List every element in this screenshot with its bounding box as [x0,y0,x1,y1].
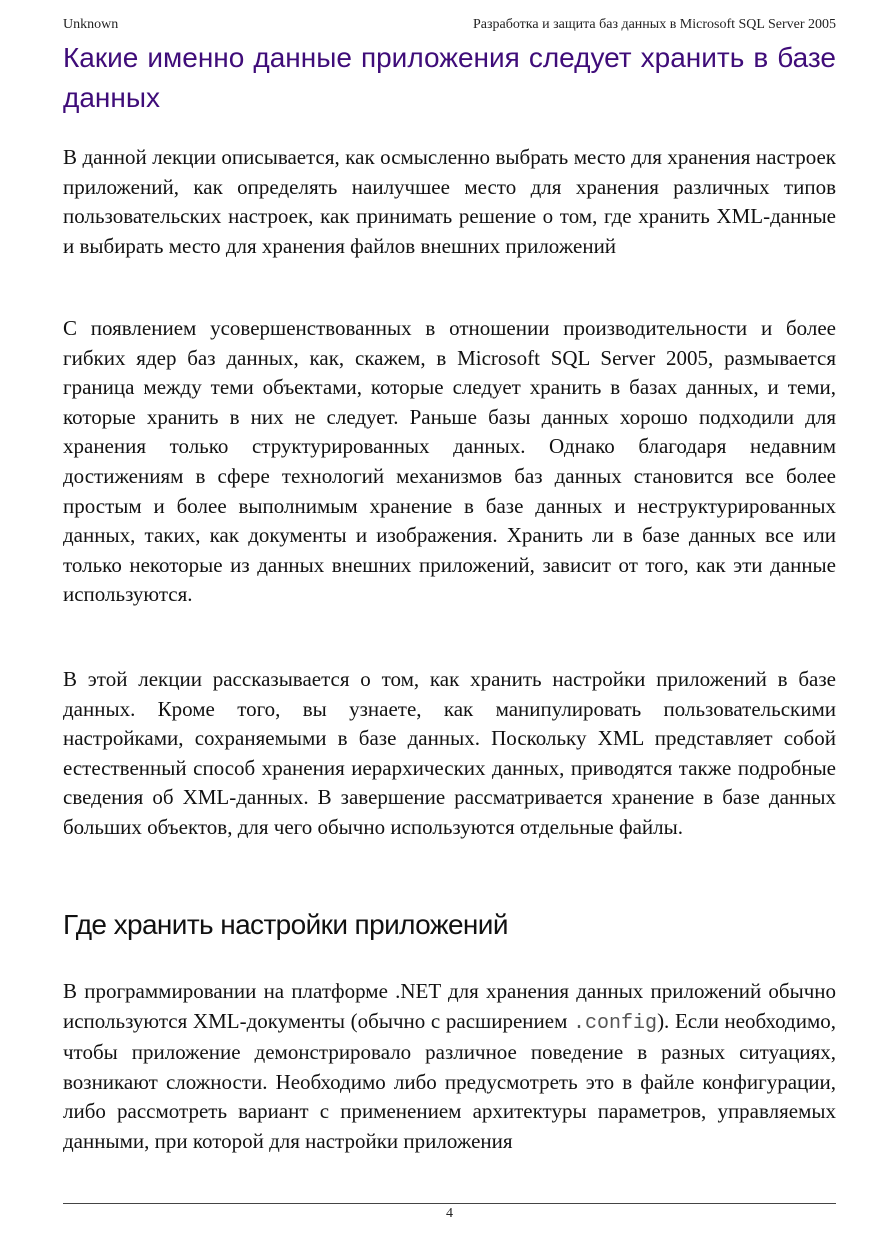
body-paragraph-2: С появлением усовершенствованных в отношении производительности и более гибких ядер баз данных, как, скажем, в Microsoft SQL Server 2005, размывается граница между теми объектами, которые следует хранить в базах данных, и теми, которые хранить в них не следует. Раньше базы данных хорошо подходили для хранения только структурированных данных. Однако благодаря недавним достижениям в сфере технологий механизмов баз данных становится все более простым и более выполнимым хранение в базе данных и неструктурированных данных, таких, как документы и изображения. Хранить ли в базе данных все или только некоторые из данных внешних приложений, зависит от того, как эти данные используются. [63,316,836,607]
section-text-before-code: В программировании на платформе .NET для хранения данных приложений обычно используются XML-документы (обычно с расширением [63,979,836,1033]
page-number: 4 [446,1206,453,1221]
config-extension-code: .config [573,1011,658,1035]
lecture-title: Какие именно данные приложения следует хранить в базе данных [63,42,836,113]
header-right-text: Разработка и защита баз данных в Microsoft SQL Server 2005 [472,17,836,32]
header-left-text: Unknown [63,17,119,32]
section-text-after-code: ). Если необходимо, чтобы приложение демонстрировало различное поведение в разных ситуациях, возникают сложности. Необходимо либо предусмотреть это в файле конфигурации, либо рассмотреть вариант с применением архитектуры параметров, управляемых данными, при которой для настройки приложения [63,1008,836,1153]
section-heading: Где хранить настройки приложений [63,909,508,940]
running-header [63,17,836,35]
intro-paragraph: В данной лекции описывается, как осмысленно выбрать место для хранения настроек приложений, как определять наилучшее место для хранения различных типов пользовательских настроек, как принимать решение о том, где хранить XML-данные и выбирать место для хранения файлов внешних приложений [63,145,836,258]
footer-divider [63,1203,836,1204]
section-paragraph [63,977,836,1157]
body-paragraph-3: В этой лекции рассказывается о том, как хранить настройки приложений в базе данных. Кроме того, вы узнаете, как манипулировать пользовательскими настройками, сохраняемыми в базе данных. Поскольку XML представляет собой естественный способ хранения иерархических данных, приводятся также подробные сведения об XML-данных. В завершение рассматривается хранение в базе данных больших объектов, для чего обычно используются отдельные файлы. [63,667,836,839]
document-page [63,0,836,1241]
